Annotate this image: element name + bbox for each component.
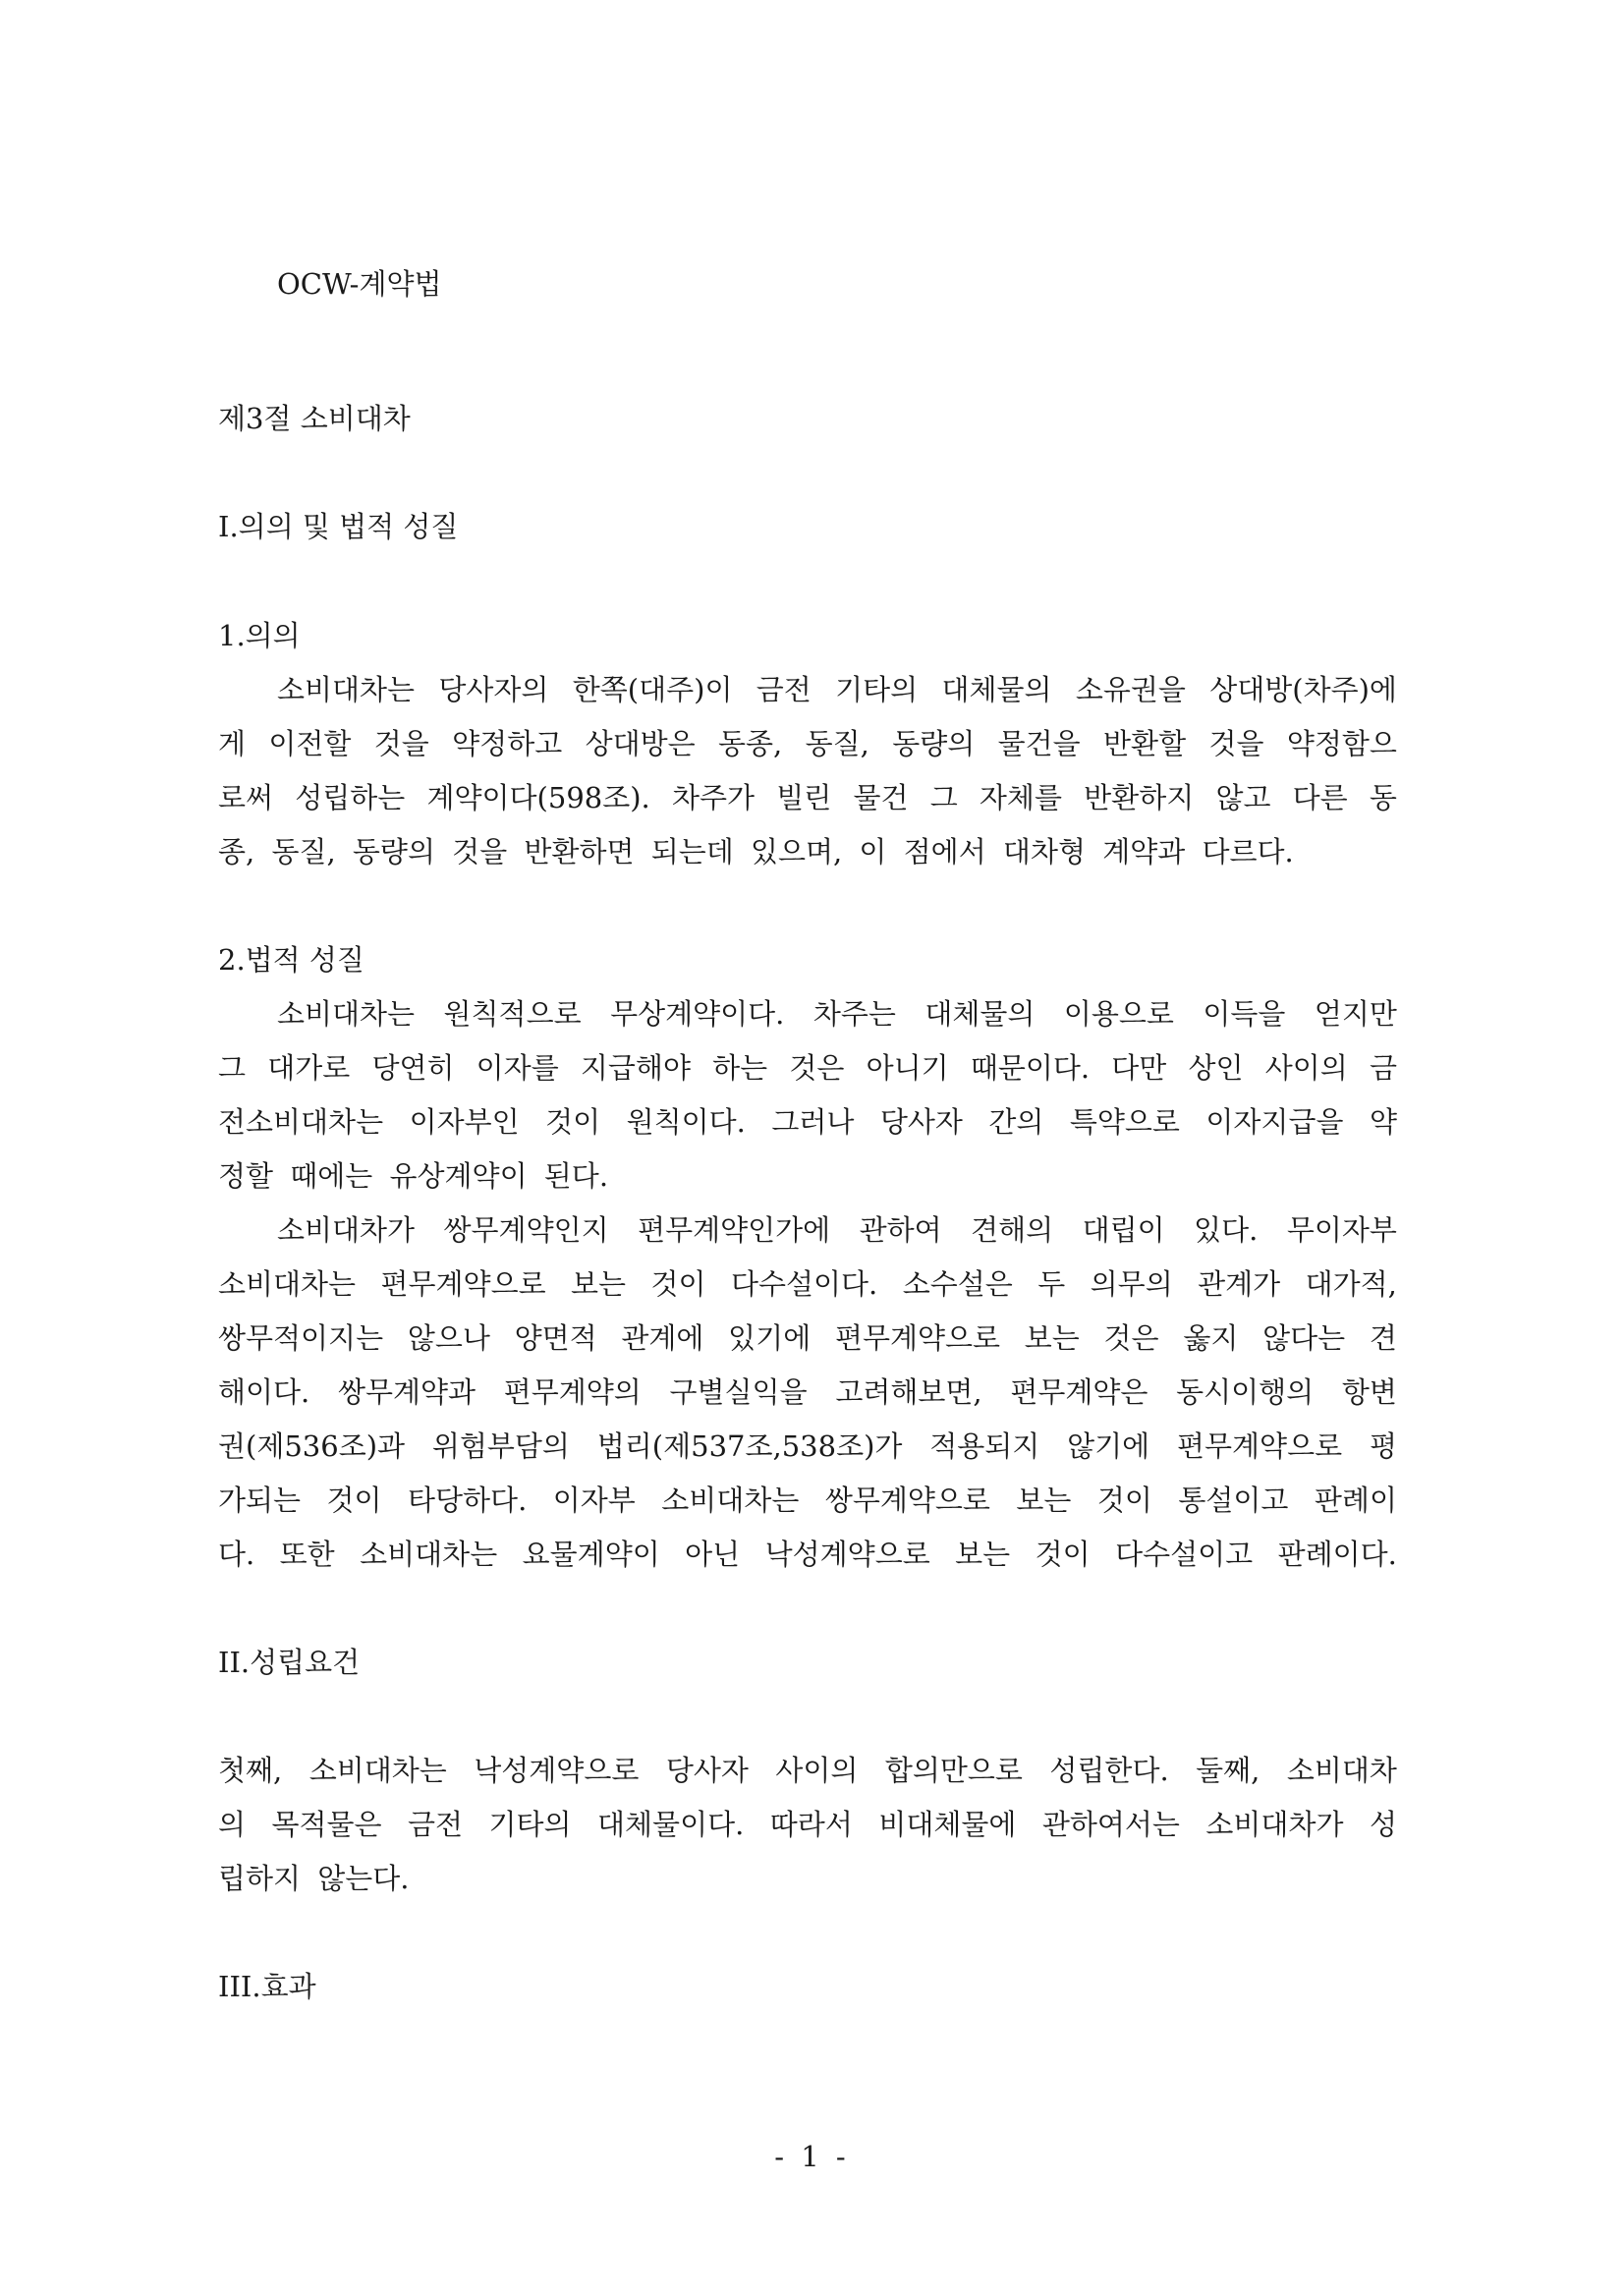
word: 소유권을 (1075, 673, 1186, 706)
word: 낙성계약으로 (474, 1754, 640, 1787)
word: 있기에 (728, 1321, 812, 1355)
word: 것은 (1103, 1321, 1159, 1355)
word: 소비대차는 (218, 1267, 357, 1301)
word: 동량의 (892, 727, 976, 760)
paragraph-line (218, 781, 1397, 814)
word: 위험부담의 (431, 1429, 570, 1463)
word: 때문이다. (970, 1051, 1091, 1085)
word: 당사자의 (438, 673, 549, 706)
word: 이자지급을 (1205, 1105, 1344, 1139)
word: 소비대차는 (661, 1484, 800, 1517)
word: 소비대차는 (277, 673, 416, 706)
word: 물건을 (997, 727, 1081, 760)
word: 차주는 (812, 997, 896, 1031)
word: 대가로 (267, 1051, 351, 1085)
word: 옳지 (1183, 1321, 1239, 1355)
word: 관계가 (1198, 1267, 1281, 1301)
sub1-heading: 1.의의 (218, 619, 301, 652)
paragraph-line (218, 1429, 1397, 1463)
word: 게 (218, 727, 247, 760)
word: 요물계약이 (522, 1538, 660, 1571)
word: 보는 (571, 1267, 627, 1301)
word: 항변 (1341, 1375, 1397, 1409)
word: 동 (1369, 781, 1397, 814)
word: 권(제536조)과 (218, 1429, 406, 1463)
word: 특약으로 (1069, 1105, 1180, 1139)
word: 첫째, (218, 1754, 283, 1787)
word: 사이의 (1264, 1051, 1348, 1085)
word: 로써 (218, 781, 274, 814)
word: 목적물은 (271, 1808, 382, 1841)
word: 견해의 (971, 1213, 1054, 1247)
word: 사이의 (775, 1754, 859, 1787)
word: 구별실익을 (669, 1375, 808, 1409)
paragraph-line (277, 997, 1397, 1031)
paragraph-line (218, 727, 1397, 760)
word: 다수설이고 (1115, 1538, 1254, 1571)
word: 소비대차 (1286, 1754, 1397, 1787)
paragraph-line (218, 1754, 1397, 1787)
word: 보는 (1024, 1321, 1080, 1355)
word: 동시이행의 (1176, 1375, 1315, 1409)
paragraph-line (277, 673, 1397, 706)
word: 고려해보면, (835, 1375, 982, 1409)
word: 소비대차는 (308, 1754, 447, 1787)
part1-heading: I.의의 및 법적 성질 (218, 510, 459, 543)
word: 편무계약으로 (1177, 1429, 1343, 1463)
word: 두 (1037, 1267, 1066, 1301)
word: 반환하지 (1084, 781, 1195, 814)
word: 원칙이다. (626, 1105, 746, 1139)
word: 아닌 (685, 1538, 741, 1571)
word: 편무계약은 (1010, 1375, 1148, 1409)
word: 빌린 (776, 781, 832, 814)
word: 성 (1369, 1808, 1397, 1841)
paragraph-line (218, 1105, 1397, 1139)
word: 평 (1369, 1429, 1397, 1463)
word: 약정하고 (452, 727, 563, 760)
word: 따라서 (769, 1808, 853, 1841)
word: 편무계약으로 (380, 1267, 546, 1301)
word: 기타의 (488, 1808, 572, 1841)
word: 있다. (1194, 1213, 1259, 1247)
word: 차주가 (671, 781, 756, 814)
word: 무상계약이다. (610, 997, 785, 1031)
word: 금전 (756, 673, 812, 706)
word: 타당하다. (408, 1484, 528, 1517)
word: 것이 (650, 1267, 706, 1301)
word: 이자부 (552, 1484, 636, 1517)
word: 대체물이다. (597, 1808, 745, 1841)
word: 원칙적으로 (443, 997, 582, 1031)
word: 소수설은 (902, 1267, 1013, 1301)
word: 것은 (789, 1051, 845, 1085)
word: 계약이다(598조). (426, 781, 650, 814)
document-label: OCW-계약법 (277, 267, 442, 301)
word: 의 (218, 1808, 247, 1841)
paragraph-line (218, 1808, 1397, 1841)
word: 이용으로 (1063, 997, 1174, 1031)
paragraph-line: 종, 동질, 동량의 것을 반환하면 되는데 있으며, 이 점에서 대차형 계약과 다르다. (218, 835, 1294, 868)
word: 성립하는 (295, 781, 406, 814)
word: 둘째, (1196, 1754, 1260, 1787)
word: 다른 (1292, 781, 1348, 814)
word: 것을 (1208, 727, 1264, 760)
part3-heading: III.효과 (218, 1970, 316, 2003)
word: 한쪽(대주)이 (572, 673, 733, 706)
part2-heading: II.성립요건 (218, 1646, 361, 1679)
word: 당사자 (879, 1105, 963, 1139)
word: 소비대차가 (1205, 1808, 1344, 1841)
word: 가되는 (218, 1484, 302, 1517)
word: 견 (1369, 1321, 1397, 1355)
word: 관하여서는 (1041, 1808, 1180, 1841)
word: 소비대차는 (360, 1538, 498, 1571)
word: 대립이 (1082, 1213, 1165, 1247)
word: 것이 (1035, 1538, 1091, 1571)
word: 상인 (1188, 1051, 1244, 1085)
paragraph-line (218, 1486, 1397, 1515)
word: 보는 (1016, 1484, 1072, 1517)
word: 그 (929, 781, 958, 814)
word: 것이 (545, 1105, 601, 1139)
word: 물건 (853, 781, 909, 814)
word: 자체를 (979, 781, 1062, 814)
word: 이전할 (268, 727, 352, 760)
paragraph-line (218, 1051, 1397, 1085)
paragraph-line (218, 1375, 1397, 1409)
word: 이자부인 (409, 1105, 520, 1139)
word: 비대체물에 (878, 1808, 1017, 1841)
paragraph-line: 립하지 않는다. (218, 1862, 410, 1895)
word: 쌍무계약인지 (443, 1213, 609, 1247)
word: 동종, (718, 727, 783, 760)
word: 않기에 (1067, 1429, 1150, 1463)
word: 얻지만 (1314, 997, 1397, 1031)
word: 아니기 (866, 1051, 949, 1085)
word: 않으나 (407, 1321, 490, 1355)
word: 편무계약인가에 (638, 1213, 831, 1247)
page-number: - 1 - (774, 2140, 850, 2173)
word: 하는 (712, 1051, 768, 1085)
word: 동질, (805, 727, 869, 760)
word: 금 (1369, 1051, 1397, 1085)
word: 성립한다. (1049, 1754, 1169, 1787)
word: 대가적, (1305, 1267, 1397, 1301)
word: 해이다. (218, 1375, 310, 1409)
word: 기타의 (835, 673, 919, 706)
word: 간의 (988, 1105, 1044, 1139)
word: 지급해야 (580, 1051, 691, 1085)
word: 그 (218, 1051, 247, 1085)
word: 소비대차는 (277, 997, 416, 1031)
section-title: 제3절 소비대차 (218, 402, 411, 435)
word: 낙성계약으로 (764, 1538, 930, 1571)
word: 당연히 (371, 1051, 455, 1085)
word: 반환할 (1103, 727, 1187, 760)
word: 적용되지 (929, 1429, 1040, 1463)
word: 양면적 (514, 1321, 597, 1355)
word: 소비대차가 (277, 1213, 416, 1247)
word: 대체물의 (941, 673, 1052, 706)
word: 약정함으 (1286, 727, 1397, 760)
paragraph-line (277, 1213, 1397, 1247)
word: 판례이다. (1277, 1538, 1397, 1571)
word: 쌍무계약으로 (824, 1484, 990, 1517)
word: 다수설이다. (730, 1267, 878, 1301)
paragraph-line: 정할 때에는 유상계약이 된다. (218, 1159, 609, 1193)
word: 통설이고 (1178, 1484, 1289, 1517)
word: 쌍무계약과 (337, 1375, 476, 1409)
word: 이득을 (1203, 997, 1286, 1031)
word: 것을 (373, 727, 429, 760)
word: 관계에 (621, 1321, 704, 1355)
word: 않다는 (1262, 1321, 1346, 1355)
word: 대체물의 (924, 997, 1036, 1031)
word: 약 (1369, 1105, 1397, 1139)
word: 의무의 (1090, 1267, 1173, 1301)
word: 이자를 (476, 1051, 559, 1085)
word: 상대방은 (585, 727, 696, 760)
word: 것이 (326, 1484, 382, 1517)
paragraph-line (218, 1540, 1397, 1569)
word: 무이자부 (1286, 1213, 1397, 1247)
word: 것이 (1096, 1484, 1152, 1517)
paragraph-line (218, 1321, 1397, 1355)
word: 또한 (279, 1538, 335, 1571)
sub2-heading: 2.법적 성질 (218, 943, 364, 977)
word: 편무계약의 (503, 1375, 642, 1409)
word: 쌍무적이지는 (218, 1321, 384, 1355)
word: 당사자 (665, 1754, 749, 1787)
word: 다. (218, 1538, 255, 1571)
word: 다만 (1111, 1051, 1167, 1085)
word: 법리(제537조,538조)가 (596, 1429, 903, 1463)
word: 편무계약으로 (834, 1321, 1001, 1355)
word: 않고 (1215, 781, 1271, 814)
word: 판례이 (1314, 1484, 1397, 1517)
word: 합의만으로 (884, 1754, 1023, 1787)
paragraph-line (218, 1267, 1397, 1301)
word: 금전 (408, 1808, 464, 1841)
word: 보는 (955, 1538, 1011, 1571)
word: 상대방(차주)에 (1209, 673, 1397, 706)
word: 전소비대차는 (218, 1105, 384, 1139)
word: 관하여 (859, 1213, 942, 1247)
word: 그러나 (771, 1105, 855, 1139)
